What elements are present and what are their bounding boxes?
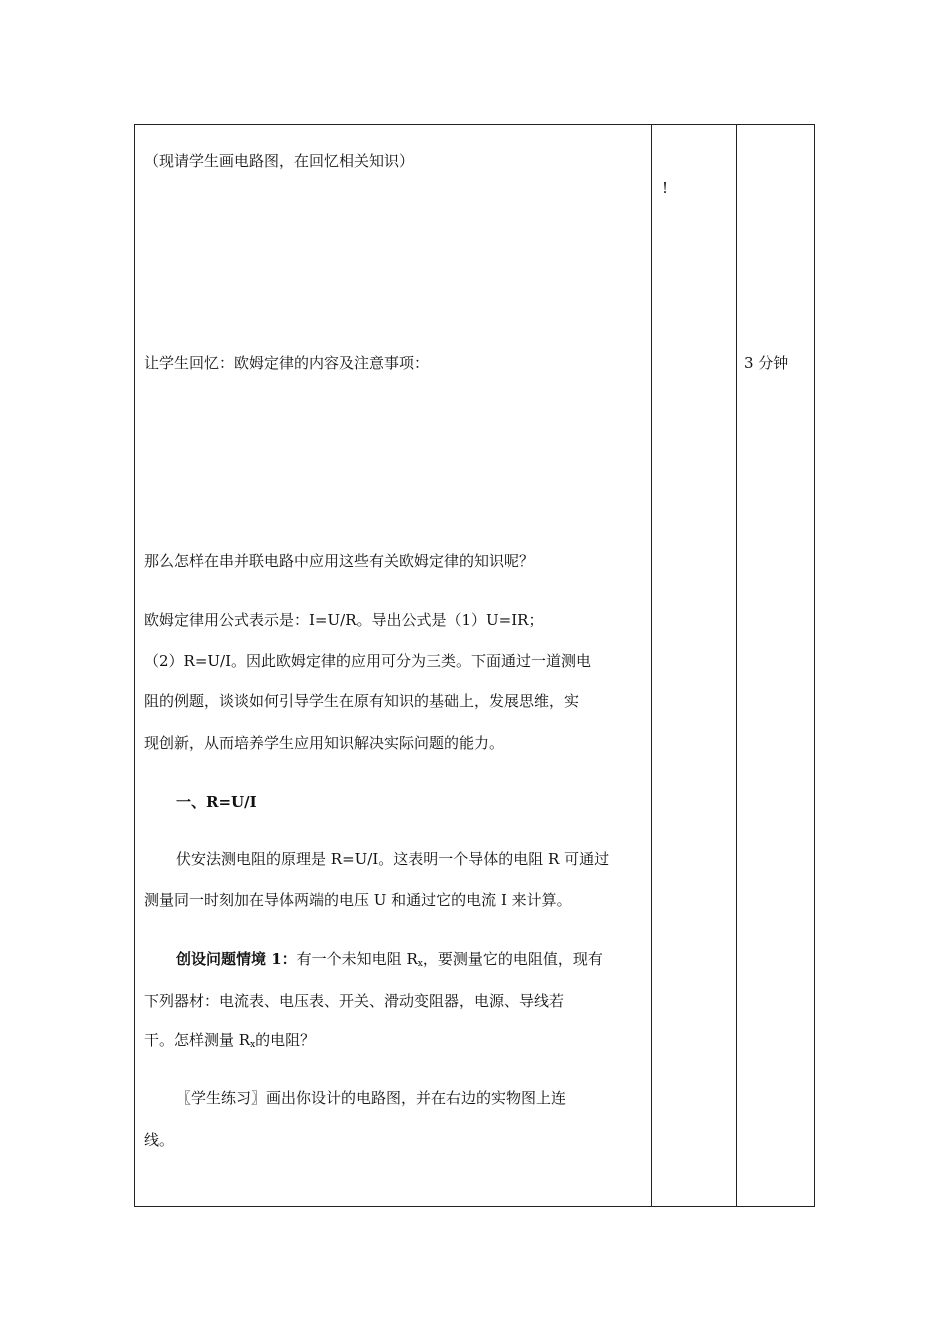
section-heading: 一、R=U/I	[176, 793, 257, 811]
time-note: 3 分钟	[744, 354, 789, 372]
recall-prompt: 让学生回忆：欧姆定律的内容及注意事项：	[144, 354, 430, 372]
formula-line-2: （2）R=U/I。因此欧姆定律的应用可分为三类。下面通过一道测电	[144, 652, 592, 670]
subscript-x: x	[417, 959, 423, 969]
scenario-text-1a: 有一个未知电阻 R	[296, 950, 418, 968]
scenario-line-2: 下列器材：电流表、电压表、开关、滑动变阻器，电源、导线若	[144, 992, 565, 1010]
application-question: 那么怎样在串并联电路中应用这些有关欧姆定律的知识呢？	[144, 552, 535, 570]
formula-line-1: 欧姆定律用公式表示是：I=U/R。导出公式是（1）U=IR；	[144, 611, 544, 629]
scenario-line-3	[144, 1030, 315, 1055]
principle-line-1: 伏安法测电阻的原理是 R=U/I。这表明一个导体的电阻 R 可通过	[176, 850, 610, 868]
formula-line-3: 阻的例题，谈谈如何引导学生在原有知识的基础上，发展思维，实	[144, 692, 580, 710]
exclamation-mark: !	[662, 179, 669, 197]
scenario-text-3b: 的电阻？	[255, 1031, 316, 1049]
exercise-line-2: 线。	[144, 1131, 175, 1149]
intro-note: （现请学生画电路图，在回忆相关知识）	[144, 152, 415, 170]
scenario-text-3a: 干。怎样测量 R	[144, 1031, 251, 1049]
scenario-label: 创设问题情境 1：	[176, 950, 297, 968]
subscript-x-2: x	[250, 1040, 256, 1050]
formula-line-4: 现创新，从而培养学生应用知识解决实际问题的能力。	[144, 734, 505, 752]
scenario-text-1b: ，要测量它的电阻值，现有	[422, 950, 603, 968]
time-column	[736, 125, 814, 1206]
scenario-line-1	[176, 949, 603, 974]
exercise-line-1: 〖学生练习〗画出你设计的电路图，并在右边的实物图上连	[176, 1089, 567, 1107]
principle-line-2: 测量同一时刻加在导体两端的电压 U 和通过它的电流 I 来计算。	[144, 891, 572, 909]
notes-column	[651, 125, 737, 1206]
